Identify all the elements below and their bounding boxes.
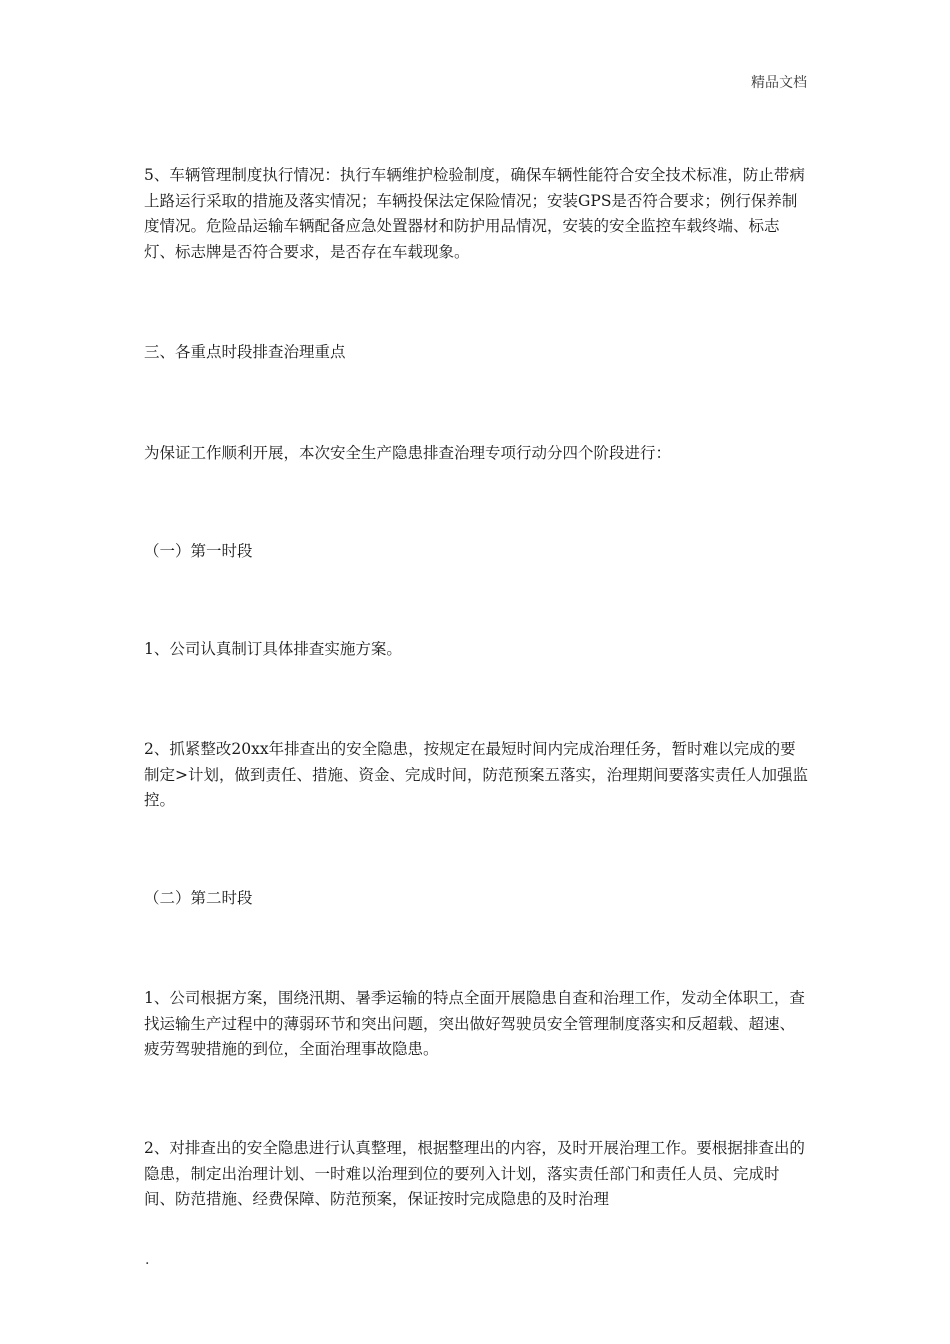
stage-2-item-2: 2、对排查出的安全隐患进行认真整理，根据整理出的内容，及时开展治理工作。要根据排查出的隐患，制定出治理计划、一时难以治理到位的要列入计划，落实责任部门和责任人员、完成时间、防范措施、经费保障、防范预案，保证按时完成隐患的及时治理 — [144, 1139, 805, 1208]
page-header-label: 精品文档 — [751, 75, 807, 91]
page-footer-mark: . — [145, 1252, 150, 1268]
section-heading-3: 三、各重点时段排查治理重点 — [144, 343, 346, 361]
stage-2-item-1: 1、公司根据方案，围绕汛期、暑季运输的特点全面开展隐患自查和治理工作，发动全体职工，查找运输生产过程中的薄弱环节和突出问题，突出做好驾驶员安全管理制度落实和反超载、超速、疲劳驾驶措施的到位，全面治理事故隐患。 — [144, 989, 805, 1058]
stage-1-title: （一）第一时段 — [144, 542, 253, 560]
paragraph-vehicle-management: 5、车辆管理制度执行情况：执行车辆维护检验制度，确保车辆性能符合安全技术标准，防止带病上路运行采取的措施及落实情况；车辆投保法定保险情况；安装GPS是否符合要求；例行保养制度情况。危险品运输车辆配备应急处置器材和防护用品情况，安装的安全监控车载终端、标志灯、标志牌是否符合要求，是否存在车载现象。 — [144, 166, 805, 261]
stage-2-title: （二）第二时段 — [144, 889, 253, 907]
stage-1-item-2: 2、抓紧整改20xx年排查出的安全隐患，按规定在最短时间内完成治理任务，暂时难以完成的要制定>计划，做到责任、措施、资金、完成时间，防范预案五落实，治理期间要落实责任人加强监控。 — [144, 740, 808, 809]
stage-1-item-1: 1、公司认真制订具体排查实施方案。 — [144, 640, 402, 658]
paragraph-intro-stages: 为保证工作顺利开展，本次安全生产隐患排查治理专项行动分四个阶段进行： — [144, 444, 672, 462]
